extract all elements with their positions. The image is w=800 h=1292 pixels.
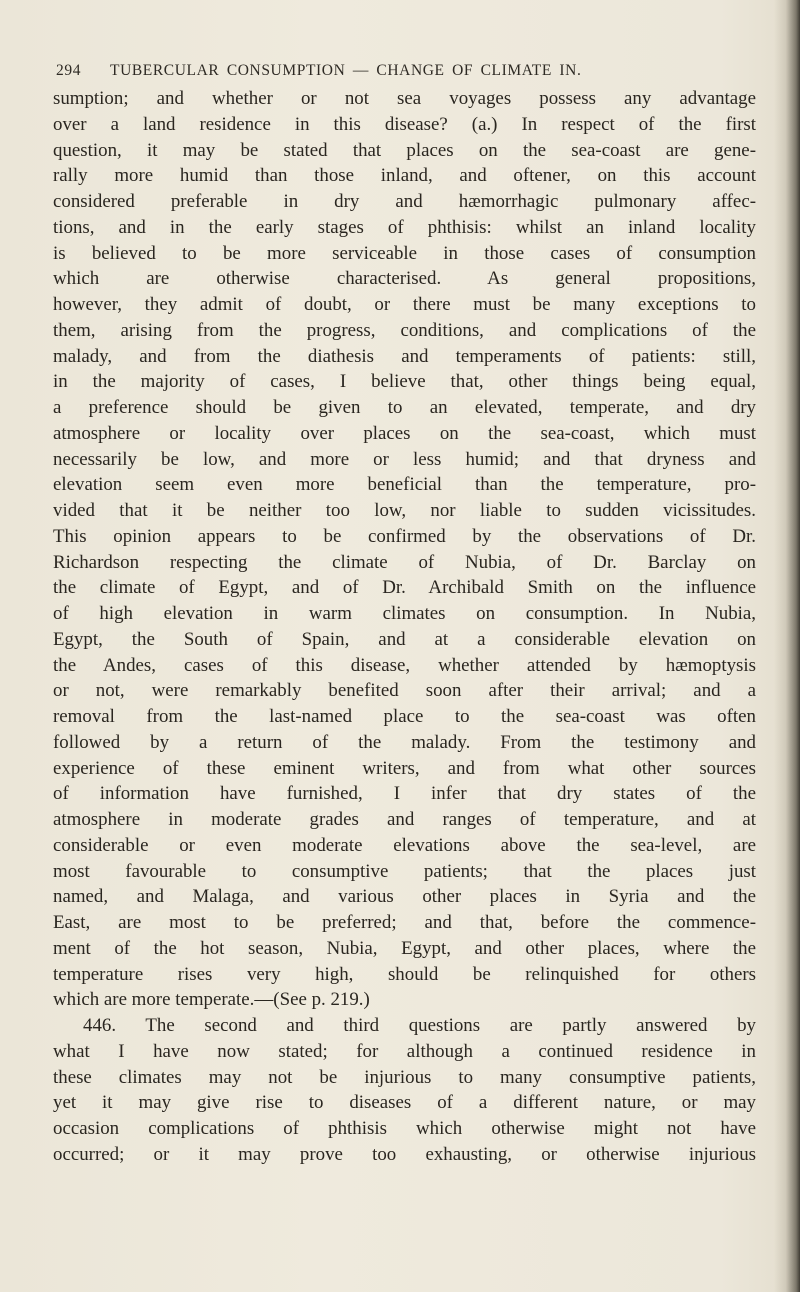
text-line: which are otherwise characterised. As general propositions, — [53, 268, 756, 290]
text-line: atmosphere in moderate grades and ranges of temperature, and at — [53, 809, 756, 830]
text-line: of high elevation in warm climates on consumption. In Nubia, — [53, 603, 756, 624]
text-line: or not, were remarkably benefited soon after their arrival; and a — [53, 680, 756, 702]
text-line: ment of the hot season, Nubia, Egypt, and other places, where the — [53, 937, 756, 959]
text-line: elevation seem even more beneficial than the temperature, pro- — [53, 474, 756, 496]
text-line: tions, and in the early stages of phthisis: whilst an inland locality — [53, 216, 756, 238]
text-line: rally more humid than those inland, and oftener, on this account — [53, 165, 756, 187]
text-line: however, they admit of doubt, or there must be many exceptions to — [53, 294, 756, 315]
text-line: named, and Malaga, and various other places in Syria and the — [53, 886, 756, 908]
text-line: which are more temperate.—(See p. 219.) — [53, 989, 370, 1011]
text-line: over a land residence in this disease? (a.) In respect of the first — [53, 113, 756, 135]
running-title: TUBERCULAR CONSUMPTION — CHANGE OF CLIMATE IN. — [110, 62, 582, 79]
text-line: East, are most to be preferred; and that, before the commence- — [53, 912, 756, 933]
text-line: temperature rises very high, should be relinquished for others — [53, 963, 756, 985]
text-line: question, it may be stated that places on the sea-coast are gene- — [53, 139, 756, 161]
text-line: the climate of Egypt, and of Dr. Archibald Smith on the influence — [53, 577, 756, 599]
page-number: 294 — [56, 62, 82, 79]
text-line: followed by a return of the malady. From the testimony and — [53, 731, 756, 753]
text-line: experience of these eminent writers, and from what other sources — [53, 757, 756, 779]
text-line: is believed to be more serviceable in those cases of consumption — [53, 242, 756, 264]
text-line: occasion complications of phthisis which otherwise might not have — [53, 1118, 756, 1139]
text-line: what I have now stated; for although a continued residence in — [53, 1040, 756, 1062]
text-line: them, arising from the progress, conditions, and complications of the — [53, 319, 756, 341]
text-line: necessarily be low, and more or less humid; and that dryness and — [53, 448, 756, 470]
text-line: Richardson respecting the climate of Nubia, of Dr. Barclay on — [53, 551, 756, 573]
running-head — [56, 58, 756, 88]
text-line: atmosphere or locality over places on the sea-coast, which must — [53, 422, 756, 444]
text-line: malady, and from the diathesis and temperaments of patients: still, — [53, 345, 756, 367]
text-line: 446. The second and third questions are partly answered by — [83, 1015, 756, 1036]
text-line: the Andes, cases of this disease, whether attended by hæmoptysis — [53, 654, 756, 676]
text-line: removal from the last-named place to the sea-coast was often — [53, 706, 756, 727]
text-line: of information have furnished, I infer that dry states of the — [53, 783, 756, 805]
text-line: occurred; or it may prove too exhausting, or otherwise injurious — [53, 1143, 756, 1165]
text-line: sumption; and whether or not sea voyages possess any advantage — [53, 88, 756, 109]
text-line: This opinion appears to be confirmed by the observations of Dr. — [53, 525, 756, 547]
text-line: a preference should be given to an elevated, temperate, and dry — [53, 397, 756, 418]
text-line: considered preferable in dry and hæmorrhagic pulmonary affec- — [53, 191, 756, 212]
text-line: most favourable to consumptive patients; that the places just — [53, 860, 756, 882]
text-line: in the majority of cases, I believe that, other things being equal, — [53, 371, 756, 393]
text-line: Egypt, the South of Spain, and at a considerable elevation on — [53, 628, 756, 650]
text-line: yet it may give rise to diseases of a different nature, or may — [53, 1092, 756, 1114]
body-text — [53, 86, 756, 1168]
text-line: vided that it be neither too low, nor liable to sudden vicissitudes. — [53, 500, 756, 521]
text-line: these climates may not be injurious to many consumptive patients, — [53, 1066, 756, 1088]
page-edge-shadow — [774, 0, 800, 1292]
text-line: considerable or even moderate elevations above the sea-level, are — [53, 834, 756, 856]
